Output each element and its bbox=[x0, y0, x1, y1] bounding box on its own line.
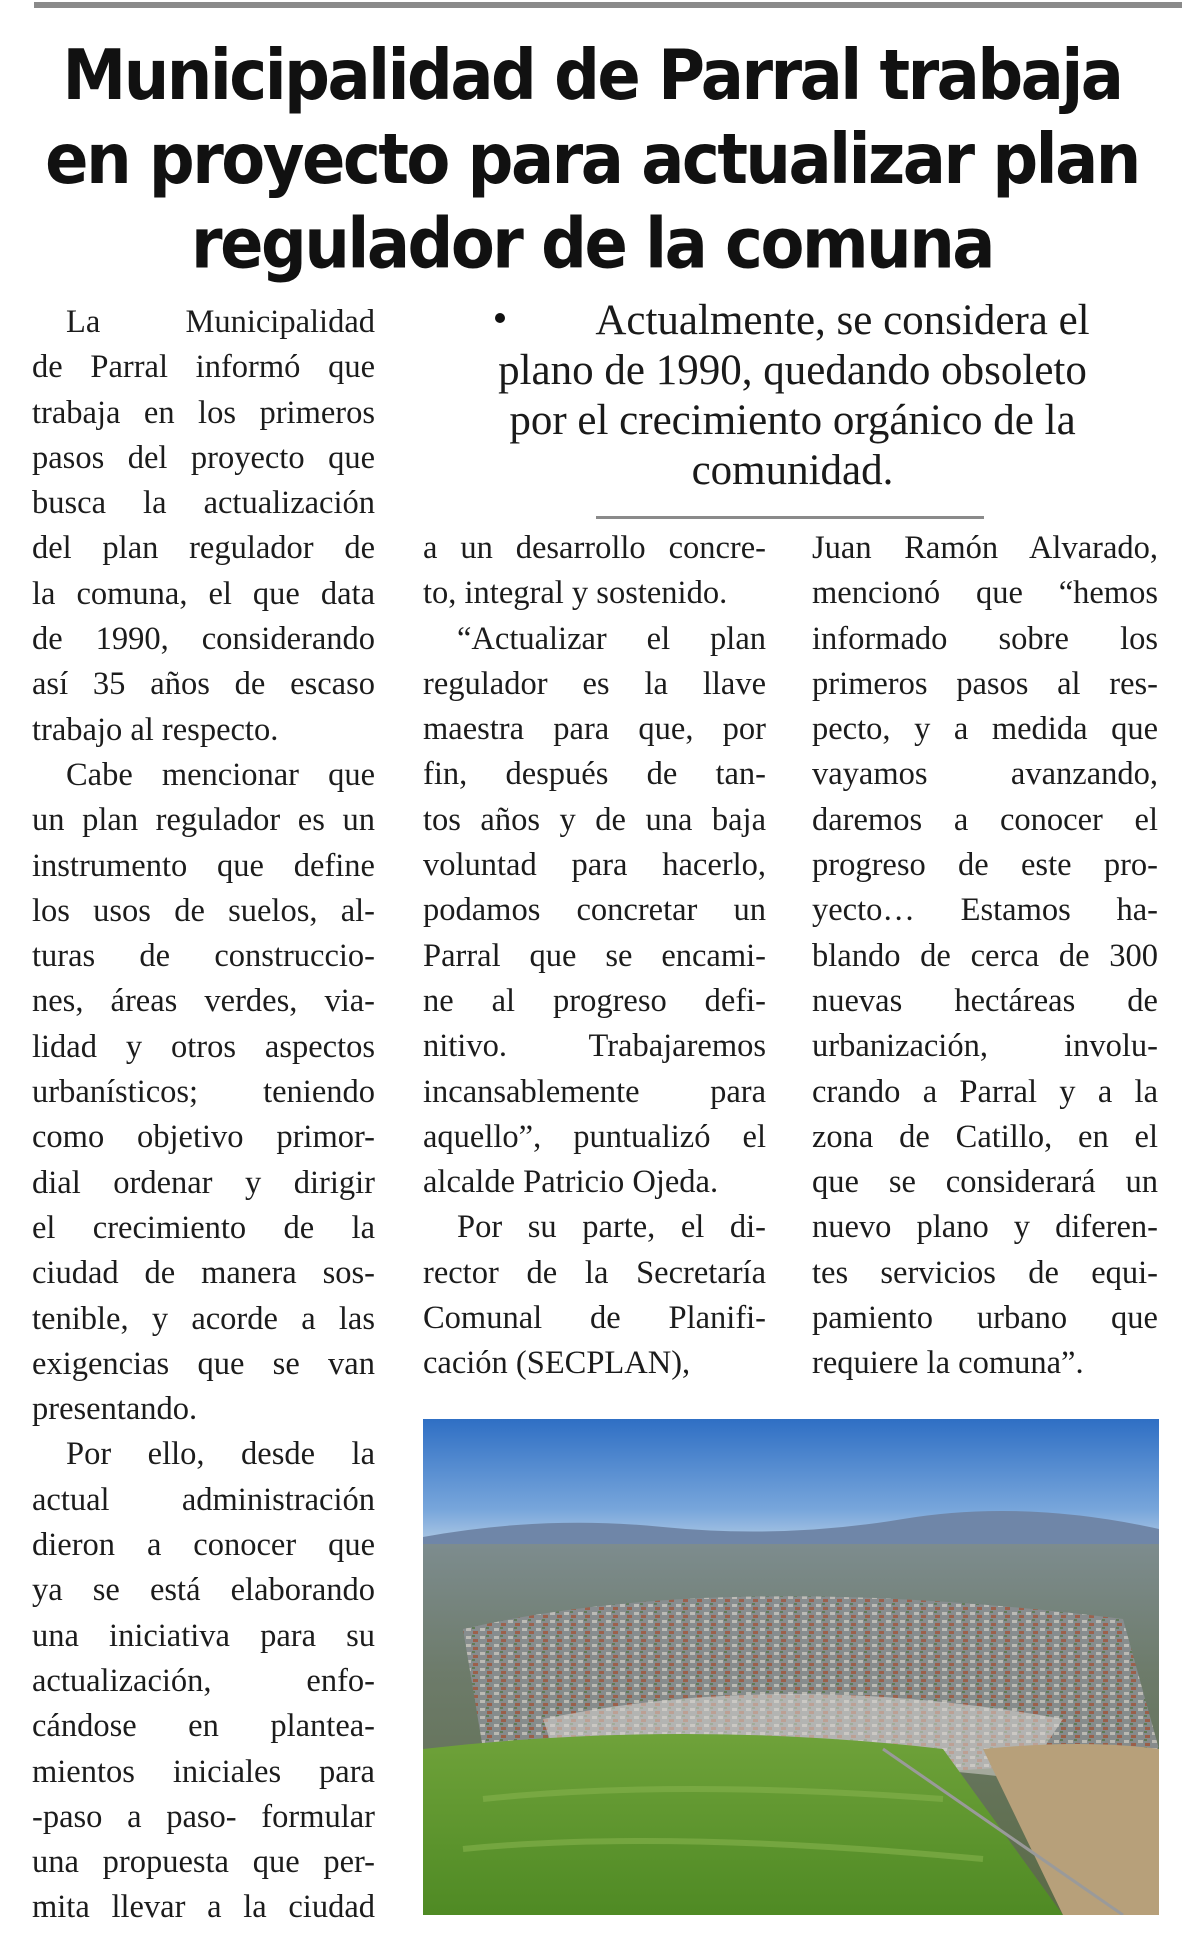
article-column-2 bbox=[423, 526, 766, 1387]
headline-line: en proyecto para actualizar plan bbox=[45, 120, 1139, 201]
headline-line: regulador de la comuna bbox=[191, 204, 993, 285]
pull-quote-rule bbox=[596, 516, 984, 519]
article-line: cación (SECPLAN), bbox=[423, 1345, 691, 1382]
article-line: pasos del proyecto que bbox=[32, 439, 375, 476]
article-line: turas de construccio- bbox=[32, 938, 375, 975]
article-line: alcalde Patricio Ojeda. bbox=[423, 1164, 719, 1201]
article-line: urbanización, involu- bbox=[812, 1028, 1158, 1065]
article-line: informado sobre los bbox=[812, 620, 1158, 657]
article-line: pecto, y a medida que bbox=[812, 711, 1158, 748]
article-line: yecto… Estamos ha- bbox=[812, 892, 1158, 929]
article-line: ya se está elaborando bbox=[32, 1572, 375, 1609]
article-line: del plan regulador de bbox=[32, 530, 375, 567]
article-line: una iniciativa para su bbox=[32, 1617, 375, 1654]
article-line: los usos de suelos, al- bbox=[32, 892, 375, 929]
article-line: dial ordenar y dirigir bbox=[32, 1164, 375, 1201]
article-line: ciudad de manera sos- bbox=[32, 1255, 375, 1292]
article-line: Por su parte, el di- bbox=[457, 1209, 766, 1246]
bullet-icon bbox=[495, 313, 505, 323]
article-line: tos años y de una baja bbox=[423, 801, 766, 838]
article-line: fin, después de tan- bbox=[423, 756, 766, 793]
headline-line: Municipalidad de Parral trabaja bbox=[62, 36, 1122, 117]
article-line: nuevo plano y diferen- bbox=[812, 1209, 1158, 1246]
article-line: exigencias que se van bbox=[32, 1345, 375, 1382]
article-line: zona de Catillo, en el bbox=[812, 1118, 1158, 1155]
article-line: una propuesta que per- bbox=[32, 1844, 375, 1881]
article-line: el crecimiento de la bbox=[32, 1209, 375, 1246]
article-line: nitivo. Trabajaremos bbox=[423, 1028, 766, 1065]
article-line: Por ello, desde la bbox=[66, 1436, 375, 1473]
article-line: presentando. bbox=[32, 1391, 198, 1428]
article-line: a un desarrollo concre- bbox=[423, 530, 766, 566]
article-line: maestra para que, por bbox=[423, 711, 766, 748]
article-line: dieron a conocer que bbox=[32, 1527, 375, 1564]
article-line: La Municipalidad bbox=[66, 304, 375, 340]
pull-quote-line: plano de 1990, quedando obsoleto bbox=[498, 347, 1087, 394]
article-line: daremos a conocer el bbox=[812, 801, 1158, 838]
article-line: así 35 años de escaso bbox=[32, 666, 375, 703]
article-line: “Actualizar el plan bbox=[457, 620, 766, 657]
article-line: instrumento que define bbox=[32, 847, 375, 884]
article-line: to, integral y sostenido. bbox=[423, 575, 728, 612]
article-line: primeros pasos al res- bbox=[812, 665, 1158, 702]
article-line: lidad y otros aspectos bbox=[32, 1028, 375, 1065]
article-line: de 1990, considerando bbox=[32, 621, 375, 658]
aerial-city-photo bbox=[423, 1419, 1159, 1915]
article-line: crando a Parral y a la bbox=[812, 1073, 1158, 1110]
article-line: tes servicios de equi- bbox=[812, 1254, 1158, 1291]
article-line: nuevas hectáreas de bbox=[812, 982, 1158, 1019]
headline bbox=[30, 34, 1154, 287]
article-column-3 bbox=[812, 526, 1158, 1387]
article-line: trabaja en los primeros bbox=[32, 394, 375, 431]
article-line: que se considerará un bbox=[812, 1164, 1158, 1201]
article-column-1 bbox=[32, 300, 375, 1931]
pull-quote-line: Actualmente, se considera el bbox=[440, 296, 1145, 346]
article-line: vayamos avanzando, bbox=[812, 756, 1158, 793]
article-line: mencionó que “hemos bbox=[812, 575, 1158, 612]
article-line: progreso de este pro- bbox=[812, 847, 1158, 884]
article-line: regulador es la llave bbox=[423, 665, 766, 702]
article-line: blando de cerca de 300 bbox=[812, 937, 1158, 974]
article-line: rector de la Secretaría bbox=[423, 1254, 766, 1291]
pull-quote bbox=[440, 296, 1145, 496]
article-line: actualización, enfo- bbox=[32, 1662, 375, 1699]
top-rule bbox=[34, 2, 1182, 8]
article-line: Comunal de Planifi- bbox=[423, 1300, 766, 1337]
article-line: ne al progreso defi- bbox=[423, 982, 766, 1019]
article-line: voluntad para hacerlo, bbox=[423, 847, 766, 884]
article-line: Cabe mencionar que bbox=[66, 756, 375, 793]
article-line: aquello”, puntualizó el bbox=[423, 1118, 766, 1155]
article-line: pamiento urbano que bbox=[812, 1300, 1158, 1337]
aerial-city-icon bbox=[423, 1419, 1159, 1915]
article-line: actual administración bbox=[32, 1481, 375, 1518]
article-line: de Parral informó que bbox=[32, 349, 375, 386]
article-line: Juan Ramón Alvarado, bbox=[812, 530, 1158, 566]
article-line: nes, áreas verdes, via- bbox=[32, 983, 375, 1020]
pull-quote-line: comunidad. bbox=[691, 447, 894, 494]
article-line: -paso a paso- formular bbox=[32, 1798, 375, 1835]
article-line: requiere la comuna”. bbox=[812, 1345, 1084, 1382]
article-line: Parral que se encami- bbox=[423, 937, 766, 974]
article-line: la comuna, el que data bbox=[32, 575, 375, 612]
article-line: cándose en plantea- bbox=[32, 1708, 375, 1745]
article-line: un plan regulador es un bbox=[32, 802, 375, 839]
article-line: mientos iniciales para bbox=[32, 1753, 375, 1790]
article-line: podamos concretar un bbox=[423, 892, 766, 929]
article-line: incansablemente para bbox=[423, 1073, 766, 1110]
article-line: busca la actualización bbox=[32, 485, 375, 522]
article-line: como objetivo primor- bbox=[32, 1119, 375, 1156]
article-line: trabajo al respecto. bbox=[32, 711, 279, 748]
article-line: tenible, y acorde a las bbox=[32, 1300, 375, 1337]
pull-quote-line: por el crecimiento orgánico de la bbox=[509, 397, 1076, 444]
article-line: mita llevar a la ciudad bbox=[32, 1889, 375, 1926]
article-line: urbanísticos; teniendo bbox=[32, 1074, 375, 1111]
